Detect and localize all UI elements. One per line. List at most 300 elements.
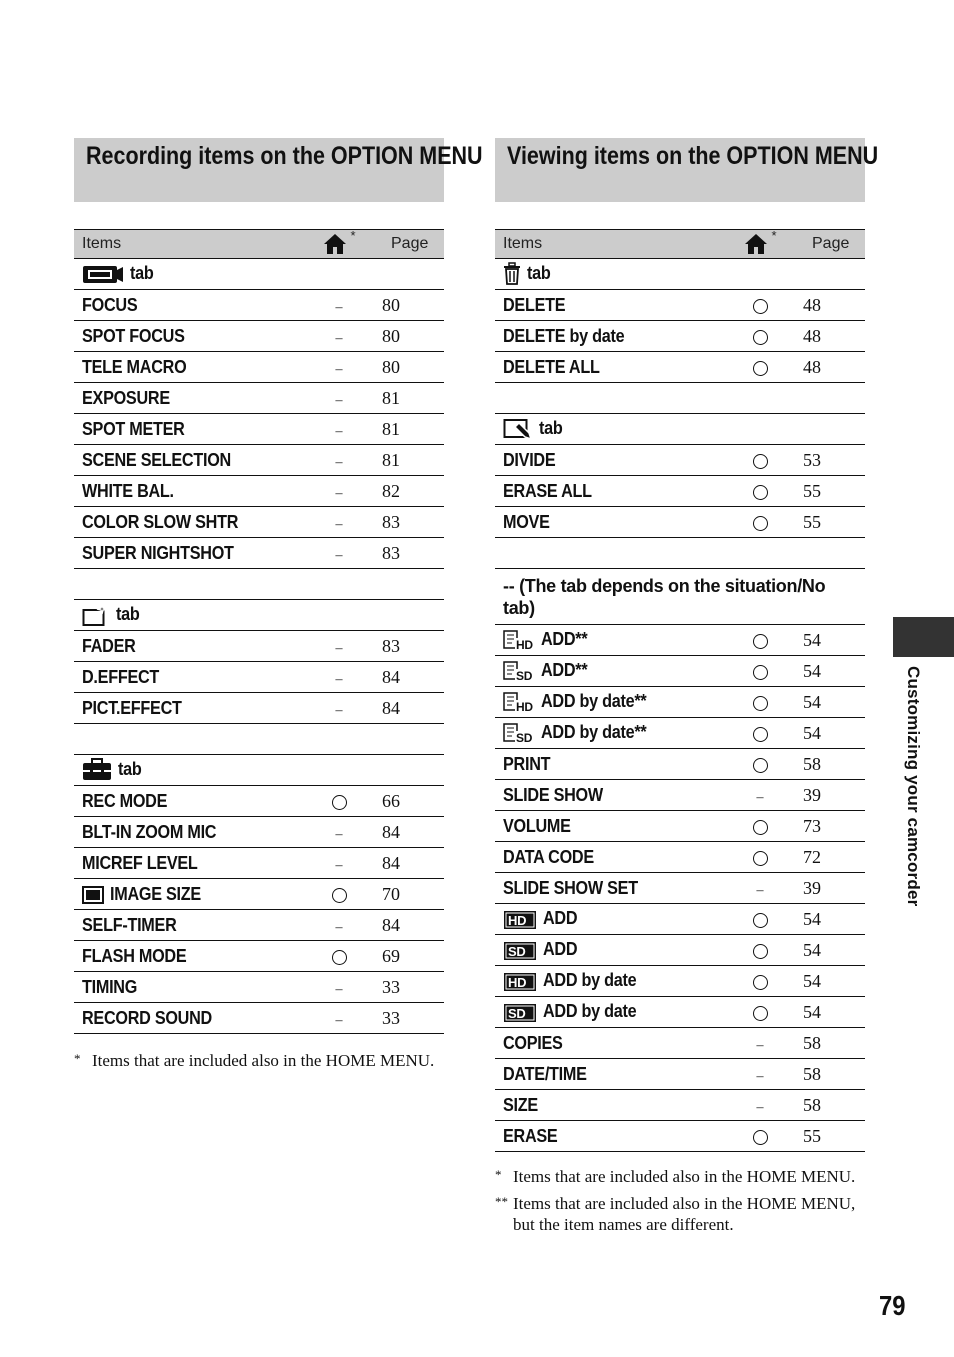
circle-icon	[753, 975, 768, 990]
table-header	[74, 230, 444, 259]
dash-mark: –	[335, 671, 343, 687]
page-ref: 48	[795, 352, 865, 383]
table-row	[74, 1003, 444, 1034]
home-menu-unavailable	[725, 1059, 795, 1090]
page-ref: 84	[374, 910, 444, 941]
table-row	[74, 941, 444, 972]
tab-header-row	[74, 259, 444, 290]
item-label: D.EFFECT	[82, 666, 160, 687]
page-ref: 48	[795, 290, 865, 321]
home-menu-unavailable	[304, 445, 374, 476]
menu-item-tele-macro	[74, 352, 304, 383]
table-row	[495, 1059, 865, 1090]
home-menu-available	[725, 904, 795, 935]
item-label: DELETE by date	[503, 325, 625, 346]
page-ref: 58	[795, 1090, 865, 1121]
item-label: FOCUS	[82, 294, 138, 315]
dash-mark: –	[756, 882, 764, 898]
spacer-row	[495, 538, 865, 569]
dash-mark: –	[756, 789, 764, 805]
menu-item-delete	[495, 290, 725, 321]
item-label: SLIDE SHOW	[503, 784, 603, 805]
table-row	[74, 662, 444, 693]
item-label: FLASH MODE	[82, 945, 187, 966]
page-number: 79	[879, 1290, 906, 1321]
spacer-cell	[74, 569, 444, 600]
item-label: BLT-IN ZOOM MIC	[82, 821, 217, 842]
item-label: ADD**	[541, 628, 588, 649]
page-ref: 54	[795, 966, 865, 997]
page-ref: 84	[374, 848, 444, 879]
item-label: EXPOSURE	[82, 387, 170, 408]
item-label: ADD	[543, 939, 578, 960]
dash-mark: –	[335, 516, 343, 532]
item-label: SCENE SELECTION	[82, 449, 231, 470]
home-menu-unavailable	[725, 1028, 795, 1059]
page-ref: 58	[795, 749, 865, 780]
item-label: ERASE	[503, 1125, 558, 1146]
dash-mark: –	[335, 423, 343, 439]
table-row	[74, 910, 444, 941]
dash-mark: –	[756, 1037, 764, 1053]
spacer-cell	[495, 538, 865, 569]
tab-header-cell	[495, 414, 865, 445]
page-ref: 84	[374, 817, 444, 848]
page-ref: 72	[795, 842, 865, 873]
dash-mark: –	[335, 547, 343, 563]
menu-item-super-nightshot	[74, 538, 304, 569]
home-menu-unavailable	[725, 873, 795, 904]
table-row	[74, 321, 444, 352]
table-row	[74, 786, 444, 817]
menu-item-add	[495, 625, 725, 656]
item-label: SLIDE SHOW SET	[503, 877, 638, 898]
home-menu-header	[725, 230, 795, 259]
circle-icon	[753, 330, 768, 345]
recording-items-section	[74, 138, 483, 1071]
item-label: WHITE BAL.	[82, 480, 174, 501]
menu-item-add	[495, 656, 725, 687]
table-row	[74, 631, 444, 662]
item-label: VOLUME	[503, 815, 571, 836]
asterisk: *	[350, 228, 356, 243]
table-row	[74, 879, 444, 910]
menu-item-move	[495, 507, 725, 538]
footnote-mark: *	[495, 1167, 502, 1182]
home-menu-available	[725, 842, 795, 873]
tab-header-row	[74, 755, 444, 786]
table-row	[74, 476, 444, 507]
page-ref: 54	[795, 718, 865, 749]
page-ref: 66	[374, 786, 444, 817]
home-menu-unavailable	[304, 848, 374, 879]
item-label: COLOR SLOW SHTR	[82, 511, 239, 532]
menu-item-d-effect	[74, 662, 304, 693]
item-label: ERASE ALL	[503, 480, 592, 501]
sd-badge-icon	[503, 1001, 543, 1021]
footnote	[74, 1050, 444, 1071]
table-row	[495, 1028, 865, 1059]
table-row	[495, 935, 865, 966]
menu-item-flash-mode	[74, 941, 304, 972]
page-ref: 81	[374, 414, 444, 445]
table-row	[495, 507, 865, 538]
page-ref: 54	[795, 687, 865, 718]
trash-tab-icon	[503, 263, 527, 283]
home-menu-unavailable	[304, 507, 374, 538]
menu-item-volume	[495, 811, 725, 842]
dash-mark: –	[756, 1068, 764, 1084]
page-ref: 55	[795, 507, 865, 538]
tab-label: tab	[116, 603, 140, 624]
page-ref: 80	[374, 352, 444, 383]
table-row	[495, 780, 865, 811]
page-ref: 39	[795, 780, 865, 811]
svg-text:SD: SD	[516, 731, 533, 745]
footnote	[495, 1166, 865, 1187]
dash-mark: –	[335, 361, 343, 377]
home-menu-unavailable	[725, 1090, 795, 1121]
home-menu-available	[725, 352, 795, 383]
menu-item-add-by-date	[495, 687, 725, 718]
svg-text:HD: HD	[516, 700, 533, 714]
playlist-hd-icon	[503, 691, 541, 714]
menu-item-spot-focus	[74, 321, 304, 352]
page-ref: 83	[374, 538, 444, 569]
page-ref: 33	[374, 972, 444, 1003]
item-label: ADD by date**	[541, 690, 647, 711]
circle-icon	[753, 634, 768, 649]
home-menu-unavailable	[304, 662, 374, 693]
footnote	[495, 1193, 865, 1235]
tab-label: tab	[130, 262, 154, 283]
svg-text:HD: HD	[508, 912, 527, 928]
tab-header-cell	[74, 600, 444, 631]
item-label: REC MODE	[82, 790, 168, 811]
hd-badge-icon	[503, 970, 543, 990]
menu-item-scene-selection	[74, 445, 304, 476]
menu-item-add-by-date	[495, 966, 725, 997]
toolbox-tab-icon	[82, 759, 118, 779]
table-header	[495, 230, 865, 259]
tab-label: tab	[539, 417, 563, 438]
viewing-items-section	[495, 138, 879, 1235]
menu-item-image-size	[74, 879, 304, 910]
home-menu-unavailable	[304, 1003, 374, 1034]
item-label: ADD**	[541, 659, 588, 680]
hd-badge-icon	[503, 908, 543, 928]
home-menu-available	[304, 879, 374, 910]
circle-icon	[753, 516, 768, 531]
footnote-text: Items that are included also in the HOME MENU.	[92, 1051, 435, 1070]
page-ref: 55	[795, 1121, 865, 1152]
page-ref: 39	[795, 873, 865, 904]
viewing-section-title: Viewing items on the OPTION MENU	[495, 138, 865, 202]
menu-item-self-timer	[74, 910, 304, 941]
home-menu-unavailable	[304, 383, 374, 414]
image-size-icon	[82, 884, 110, 904]
playlist-hd-icon	[503, 629, 541, 652]
item-label: DELETE ALL	[503, 356, 600, 377]
tab-header-row	[495, 414, 865, 445]
tab-header-row	[74, 600, 444, 631]
menu-item-delete-all	[495, 352, 725, 383]
home-menu-unavailable	[304, 631, 374, 662]
circle-icon	[753, 454, 768, 469]
table-row	[74, 445, 444, 476]
tab-label: tab	[527, 262, 551, 283]
tab-header-cell	[74, 259, 444, 290]
item-label: RECORD SOUND	[82, 1007, 212, 1028]
home-menu-available	[304, 786, 374, 817]
item-label: IMAGE SIZE	[110, 883, 201, 904]
home-menu-available	[725, 625, 795, 656]
circle-icon	[753, 696, 768, 711]
page-ref: 54	[795, 997, 865, 1028]
page-ref: 54	[795, 656, 865, 687]
menu-item-fader	[74, 631, 304, 662]
home-icon	[743, 232, 769, 256]
footnote-mark: **	[495, 1194, 508, 1209]
table-row	[495, 842, 865, 873]
home-menu-available	[304, 941, 374, 972]
dash-mark: –	[335, 485, 343, 501]
dash-mark: –	[335, 299, 343, 315]
home-menu-unavailable	[304, 352, 374, 383]
dash-mark: –	[335, 981, 343, 997]
circle-icon	[753, 299, 768, 314]
circle-icon	[753, 913, 768, 928]
page-ref: 84	[374, 693, 444, 724]
table-row	[495, 1090, 865, 1121]
page-header: Page	[374, 230, 444, 259]
spacer-cell	[495, 383, 865, 414]
table-row	[495, 1121, 865, 1152]
tab-header-row	[495, 259, 865, 290]
menu-item-pict-effect	[74, 693, 304, 724]
svg-text:SD: SD	[508, 943, 526, 959]
page-ref: 73	[795, 811, 865, 842]
footnote-text: Items that are included also in the HOME MENU.	[513, 1167, 856, 1186]
dash-mark: –	[335, 640, 343, 656]
table-row	[495, 718, 865, 749]
table-row	[74, 693, 444, 724]
menu-item-record-sound	[74, 1003, 304, 1034]
item-label: PRINT	[503, 753, 551, 774]
menu-item-slide-show	[495, 780, 725, 811]
page-ref: 70	[374, 879, 444, 910]
home-menu-available	[725, 445, 795, 476]
item-label: SPOT FOCUS	[82, 325, 185, 346]
page-ref: 54	[795, 935, 865, 966]
item-label: TELE MACRO	[82, 356, 187, 377]
dash-mark: –	[335, 454, 343, 470]
table-row	[495, 966, 865, 997]
page-ref: 80	[374, 321, 444, 352]
table-row	[74, 290, 444, 321]
page-ref: 81	[374, 445, 444, 476]
page-ref: 82	[374, 476, 444, 507]
menu-item-add	[495, 935, 725, 966]
camera-tab-icon	[82, 263, 130, 283]
home-menu-unavailable	[304, 538, 374, 569]
menu-item-delete-by-date	[495, 321, 725, 352]
dash-mark: –	[335, 392, 343, 408]
circle-icon	[332, 795, 347, 810]
home-menu-available	[725, 811, 795, 842]
dash-mark: –	[335, 1012, 343, 1028]
page-ref: 55	[795, 476, 865, 507]
page-header: Page	[795, 230, 865, 259]
menu-item-add	[495, 904, 725, 935]
home-menu-available	[725, 749, 795, 780]
circle-icon	[753, 361, 768, 376]
dash-mark: –	[335, 330, 343, 346]
circle-icon	[753, 1130, 768, 1145]
menu-item-focus	[74, 290, 304, 321]
footnote-mark: *	[74, 1051, 81, 1066]
menu-item-copies	[495, 1028, 725, 1059]
playlist-sd-icon	[503, 660, 541, 683]
table-row	[74, 972, 444, 1003]
home-menu-available	[725, 290, 795, 321]
menu-item-erase-all	[495, 476, 725, 507]
home-menu-available	[725, 687, 795, 718]
svg-text:HD: HD	[516, 638, 533, 652]
item-label: FADER	[82, 635, 136, 656]
item-label: DELETE	[503, 294, 566, 315]
home-menu-unavailable	[304, 290, 374, 321]
item-label: DATE/TIME	[503, 1063, 587, 1084]
item-label: MICREF LEVEL	[82, 852, 198, 873]
page-ref: 48	[795, 321, 865, 352]
table-row	[495, 290, 865, 321]
recording-section-title: Recording items on the OPTION MENU	[74, 138, 444, 202]
item-label: ADD by date	[543, 1001, 637, 1022]
menu-item-timing	[74, 972, 304, 1003]
home-menu-available	[725, 966, 795, 997]
tab-header-cell	[74, 755, 444, 786]
home-menu-unavailable	[304, 693, 374, 724]
home-icon	[322, 232, 348, 256]
menu-item-print	[495, 749, 725, 780]
home-menu-unavailable	[304, 910, 374, 941]
circle-icon	[753, 1006, 768, 1021]
menu-item-white-bal	[74, 476, 304, 507]
item-label: DIVIDE	[503, 449, 556, 470]
table-row	[495, 749, 865, 780]
item-label: ADD	[543, 908, 578, 929]
table-row	[495, 476, 865, 507]
circle-icon	[332, 888, 347, 903]
home-menu-unavailable	[304, 817, 374, 848]
situation-tab-row	[495, 569, 865, 625]
dash-mark: –	[335, 826, 343, 842]
page-ref: 69	[374, 941, 444, 972]
dash-mark: –	[756, 1099, 764, 1115]
asterisk: *	[771, 228, 777, 243]
item-label: ADD by date**	[541, 721, 647, 742]
table-row	[74, 352, 444, 383]
effect-tab-icon	[82, 604, 116, 624]
menu-item-add-by-date	[495, 997, 725, 1028]
menu-item-micref-level	[74, 848, 304, 879]
item-label: SPOT METER	[82, 418, 185, 439]
spacer-row	[495, 383, 865, 414]
sd-badge-icon	[503, 939, 543, 959]
tab-label: tab	[118, 758, 142, 779]
table-row	[495, 625, 865, 656]
dash-mark: –	[335, 857, 343, 873]
menu-item-add-by-date	[495, 718, 725, 749]
home-menu-header	[304, 230, 374, 259]
table-row	[495, 352, 865, 383]
menu-item-divide	[495, 445, 725, 476]
home-menu-available	[725, 476, 795, 507]
item-label: PICT.EFFECT	[82, 697, 182, 718]
situation-tab-label: -- (The tab depends on the situation/No tab)	[495, 569, 865, 625]
viewing-items-table	[495, 229, 865, 1152]
table-row	[495, 687, 865, 718]
item-label: COPIES	[503, 1032, 563, 1053]
circle-icon	[753, 851, 768, 866]
page-ref: 33	[374, 1003, 444, 1034]
circle-icon	[332, 950, 347, 965]
page-ref: 81	[374, 383, 444, 414]
menu-item-spot-meter	[74, 414, 304, 445]
home-menu-available	[725, 718, 795, 749]
home-menu-available	[725, 321, 795, 352]
spacer-row	[74, 569, 444, 600]
circle-icon	[753, 727, 768, 742]
item-label: MOVE	[503, 511, 550, 532]
dash-mark: –	[335, 702, 343, 718]
home-menu-unavailable	[304, 321, 374, 352]
footnote-text: Items that are included also in the HOME MENU, but the item names are different.	[513, 1194, 856, 1234]
menu-item-erase	[495, 1121, 725, 1152]
svg-text:HD: HD	[508, 974, 527, 990]
page-ref: 84	[374, 662, 444, 693]
edit-tab-icon	[503, 418, 539, 438]
circle-icon	[753, 665, 768, 680]
home-menu-available	[725, 656, 795, 687]
playlist-sd-icon	[503, 722, 541, 745]
menu-item-blt-in-zoom-mic	[74, 817, 304, 848]
menu-item-size	[495, 1090, 725, 1121]
table-row	[495, 811, 865, 842]
svg-text:SD: SD	[516, 669, 533, 683]
home-menu-unavailable	[304, 972, 374, 1003]
circle-icon	[753, 944, 768, 959]
menu-item-slide-show-set	[495, 873, 725, 904]
circle-icon	[753, 758, 768, 773]
table-row	[74, 383, 444, 414]
menu-item-exposure	[74, 383, 304, 414]
home-menu-available	[725, 507, 795, 538]
tab-header-cell	[495, 259, 865, 290]
menu-item-data-code	[495, 842, 725, 873]
svg-text:SD: SD	[508, 1005, 526, 1021]
item-label: SELF-TIMER	[82, 914, 177, 935]
page-ref: 54	[795, 904, 865, 935]
menu-item-rec-mode	[74, 786, 304, 817]
home-menu-unavailable	[304, 476, 374, 507]
home-menu-available	[725, 1121, 795, 1152]
item-label: ADD by date	[543, 970, 637, 991]
menu-item-date-time	[495, 1059, 725, 1090]
home-menu-available	[725, 935, 795, 966]
table-row	[495, 656, 865, 687]
